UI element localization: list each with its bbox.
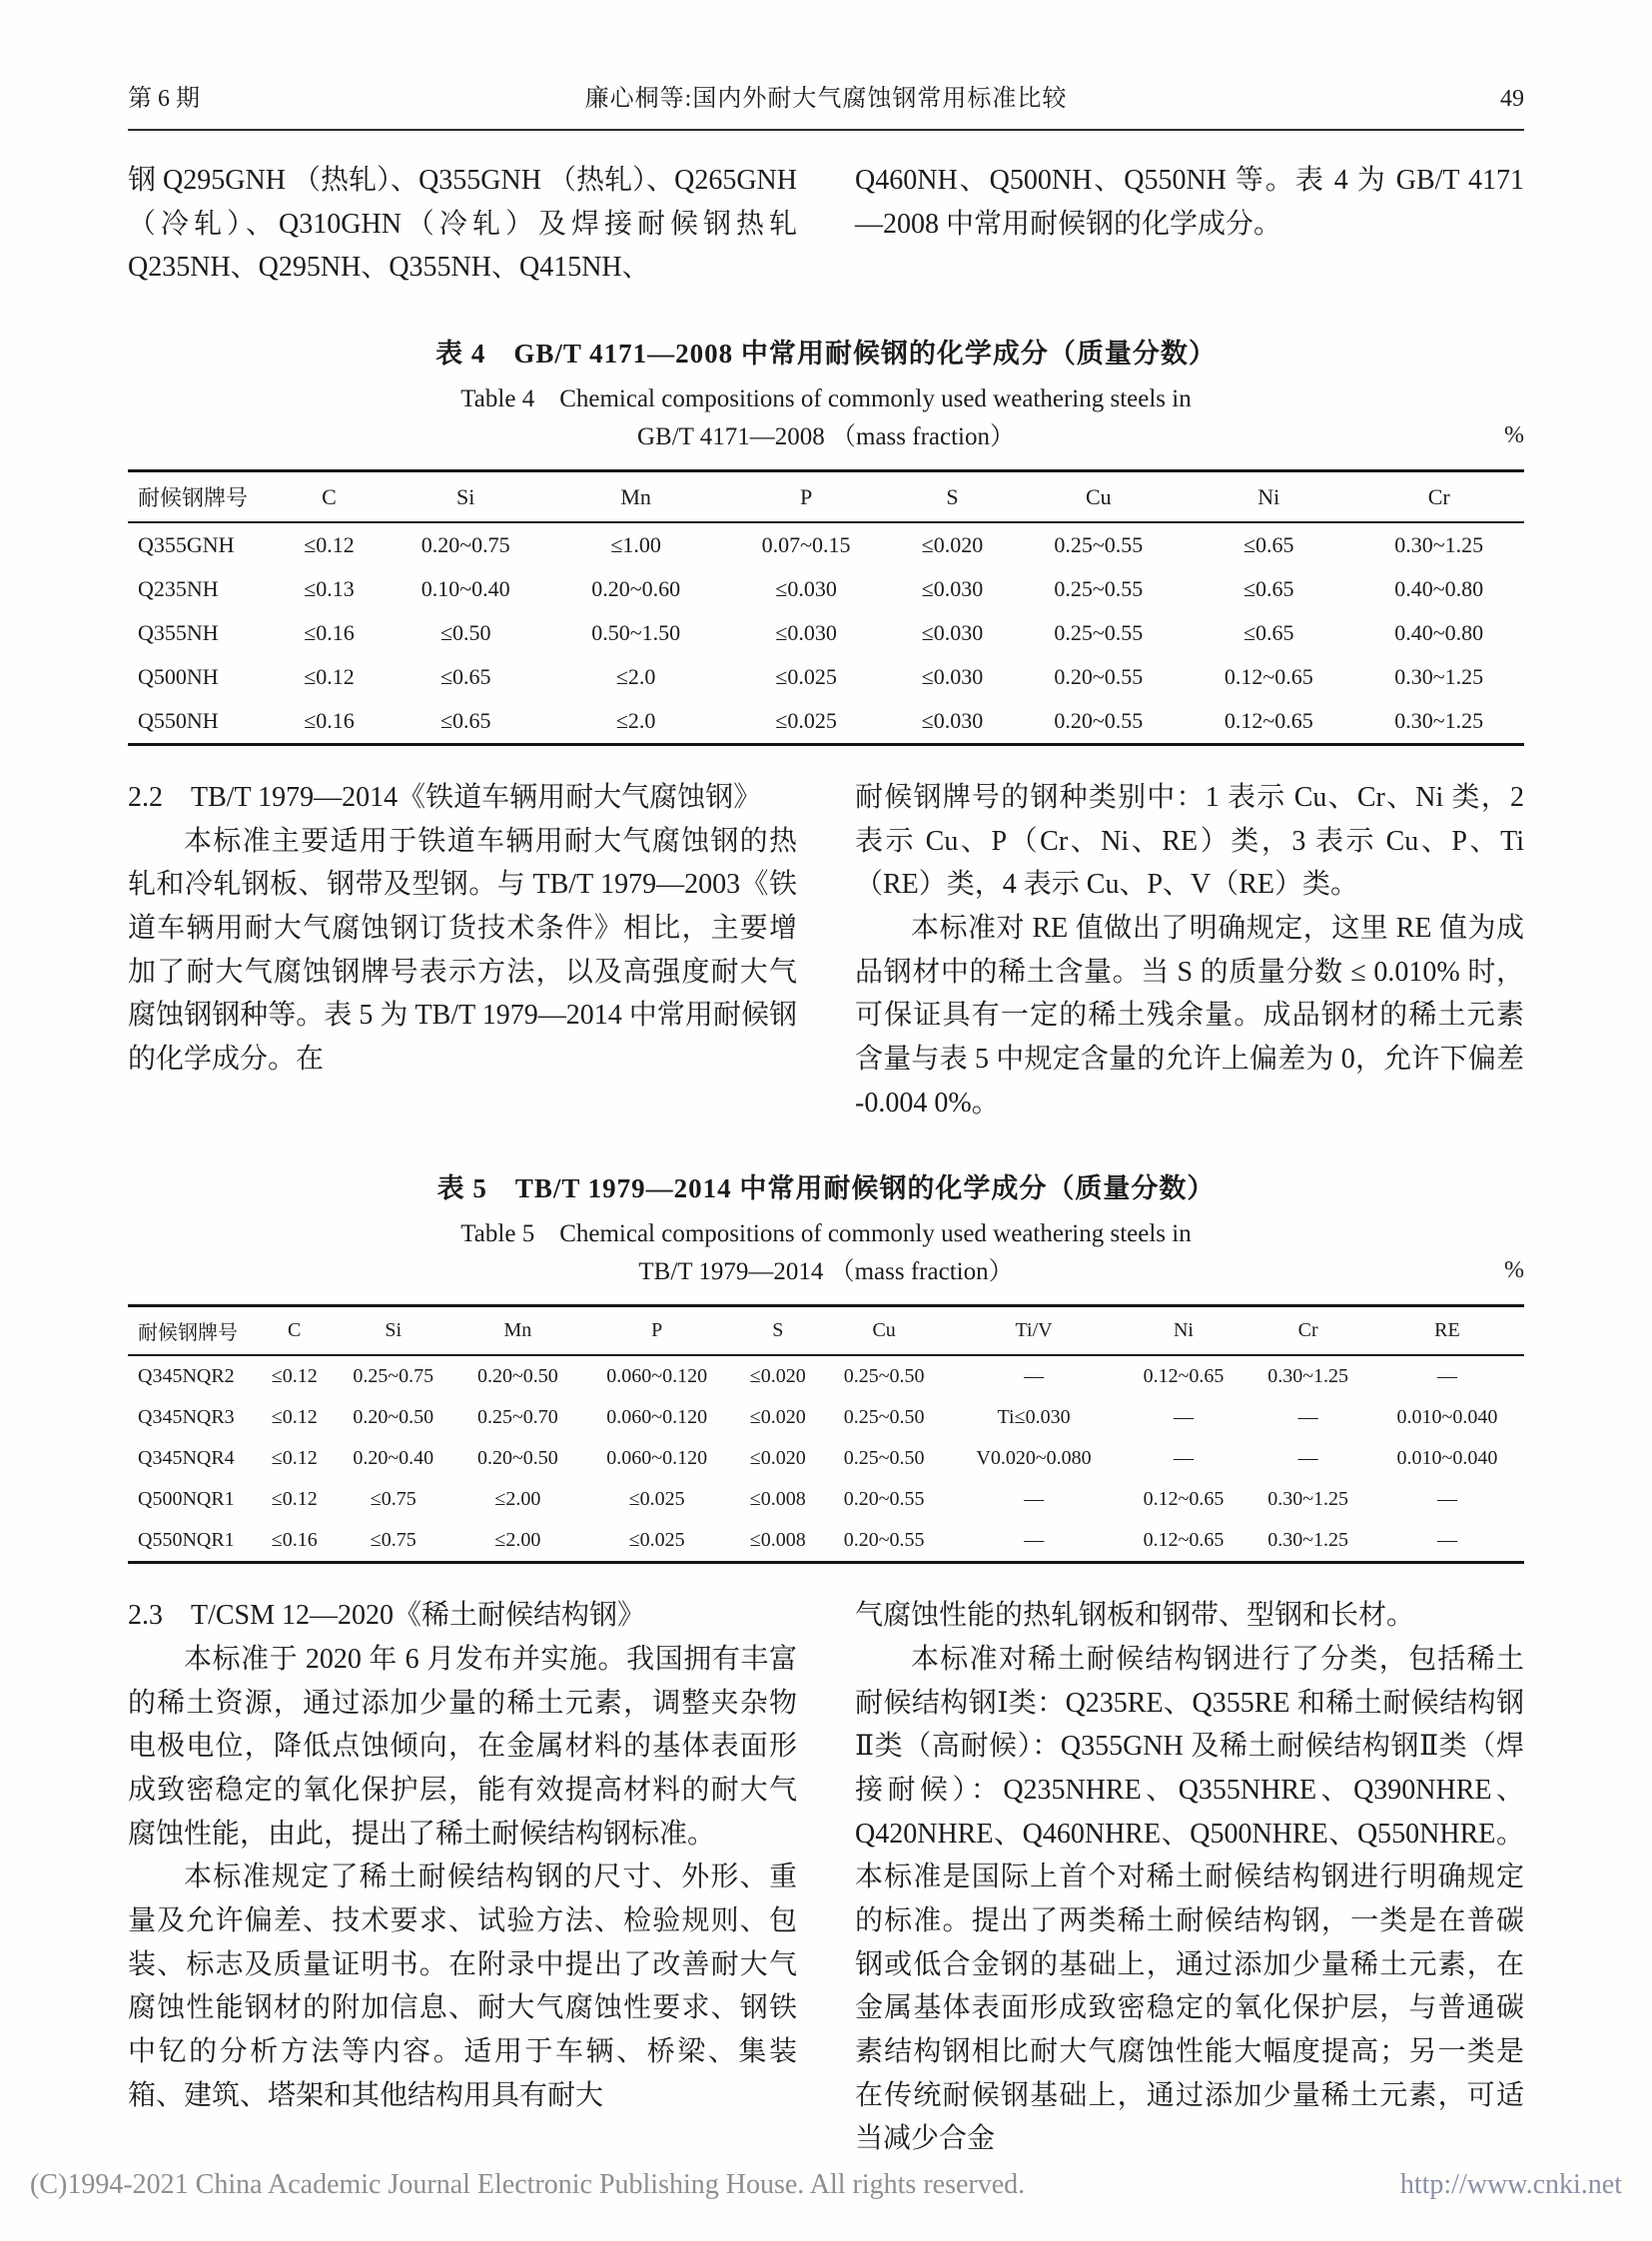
- table-cell: 0.010~0.040: [1396, 1406, 1498, 1429]
- table-cell: ≤0.008: [749, 1529, 806, 1552]
- section-2-3-paragraph: 气腐蚀性能的热轧钢板和钢带、型钢和长材。: [855, 1600, 1415, 1632]
- table-cell: 0.10~0.40: [420, 576, 510, 602]
- table-cell: ≤0.12: [304, 532, 355, 558]
- table-cell: ≤0.030: [921, 708, 984, 734]
- table5-caption-en-line1: Table 5 Chemical compositions of commonly used weathering steels in: [460, 1220, 1192, 1248]
- column-header: S: [734, 1306, 822, 1356]
- copyright-footer: [30, 2169, 1622, 2201]
- table-cell: ≤0.025: [775, 708, 837, 734]
- table5-caption-en: [128, 1215, 1524, 1290]
- column-header: Mn: [550, 471, 720, 523]
- table-cell: ≤0.12: [271, 1406, 318, 1429]
- column-header: P: [721, 471, 891, 523]
- table-cell: —: [1024, 1488, 1045, 1511]
- table-cell: 0.20~0.75: [420, 532, 510, 558]
- section-2-2-left-column: [128, 776, 797, 1124]
- column-header: C: [258, 1306, 331, 1356]
- table-cell: ≤0.030: [921, 664, 984, 690]
- table-cell: 0.060~0.120: [606, 1365, 708, 1388]
- intro-paragraph-left: 钢 Q295GNH （热轧）、Q355GNH （热轧）、Q265GNH（冷轧）、Q310GHN（冷轧）及焊接耐候钢热轧 Q235NH、Q295NH、Q355NH、Q415NH、: [128, 165, 797, 284]
- table-cell: ≤0.025: [775, 664, 837, 690]
- column-header: 耐候钢牌号: [128, 1306, 258, 1356]
- table-cell: —: [1436, 1529, 1457, 1552]
- table-cell: ≤0.030: [775, 576, 837, 602]
- table-cell: —: [1436, 1488, 1457, 1511]
- table-row: [128, 611, 1524, 655]
- table-cell: Q500NQR1: [138, 1488, 235, 1511]
- table-cell: 0.12~0.65: [1143, 1529, 1225, 1552]
- table-cell: ≤0.12: [271, 1365, 318, 1388]
- section-2-2-paragraph: 本标准对 RE 值做出了明确规定，这里 RE 值为成品钢材中的稀土含量。当 S 的质量分数 ≤ 0.010% 时，可保证具有一定的稀土残余量。成品钢材的稀土元素含量与表 5 中规定含量的允许上偏差为 0，允许下偏差 -0.004 0%。: [855, 913, 1524, 1119]
- table-row: [128, 522, 1524, 567]
- table-cell: 0.50~1.50: [591, 620, 681, 646]
- table-cell: 0.30~1.25: [1267, 1529, 1349, 1552]
- column-header: Ni: [1122, 1306, 1246, 1356]
- table-cell: 0.25~0.50: [843, 1365, 925, 1388]
- table-cell: Q345NQR4: [138, 1447, 235, 1470]
- table-cell: ≤2.0: [615, 708, 656, 734]
- table-cell: 0.20~0.55: [843, 1529, 925, 1552]
- table-cell: ≤2.0: [615, 664, 656, 690]
- table-cell: 0.07~0.15: [761, 532, 851, 558]
- column-header: Cr: [1245, 1306, 1370, 1356]
- intro-paragraph-right: Q460NH、Q500NH、Q550NH 等。表 4 为 GB/T 4171—2008 中常用耐候钢的化学成分。: [855, 165, 1524, 240]
- section-2-3-heading: 2.3 T/CSM 12—2020《稀土耐候结构钢》: [128, 1600, 646, 1632]
- table-cell: ≤0.12: [271, 1447, 318, 1470]
- table-cell: Q235NH: [138, 576, 219, 602]
- table-cell: 0.060~0.120: [606, 1406, 708, 1429]
- table5-header-row: [128, 1306, 1524, 1356]
- section-2-3-paragraph: 本标准规定了稀土耐候结构钢的尺寸、外形、重量及允许偏差、技术要求、试验方法、检验规则、包装、标志及质量证明书。在附录中提出了改善耐大气腐蚀性能钢材的附加信息、耐大气腐蚀性要求、钢铁中钇的分析方法等内容。适用于车辆、桥梁、集装箱、建筑、塔架和其他结构用具有耐大: [128, 1862, 797, 2111]
- column-header: Ti/V: [946, 1306, 1121, 1356]
- copyright-text: (C)1994-2021 China Academic Journal Electronic Publishing House. All rights reserved.: [30, 2169, 1026, 2200]
- table-cell: —: [1173, 1406, 1194, 1429]
- table-cell: ≤0.020: [749, 1365, 806, 1388]
- table-cell: ≤0.65: [439, 708, 491, 734]
- table-cell: 0.25~0.55: [1054, 576, 1144, 602]
- section-2-3-right-column: [855, 1594, 1524, 2161]
- table-cell: V0.020~0.080: [976, 1447, 1092, 1470]
- table-cell: Q500NH: [138, 664, 219, 690]
- table-cell: —: [1024, 1529, 1045, 1552]
- table4-caption-en: [128, 380, 1524, 455]
- table4-unit: %: [1504, 422, 1524, 449]
- table-cell: —: [1436, 1365, 1457, 1388]
- running-head: [128, 78, 1524, 131]
- table-cell: ≤0.16: [304, 708, 355, 734]
- table-row: [128, 699, 1524, 745]
- table-row: [128, 655, 1524, 699]
- table-cell: 0.12~0.65: [1224, 708, 1313, 734]
- table-cell: ≤0.025: [628, 1488, 685, 1511]
- column-header: P: [580, 1306, 734, 1356]
- table-cell: 0.25~0.55: [1054, 532, 1144, 558]
- intro-right-column: [855, 159, 1524, 290]
- table4-header-row: [128, 471, 1524, 523]
- column-header: Cu: [1014, 471, 1184, 523]
- table-cell: 0.25~0.55: [1054, 620, 1144, 646]
- table-cell: 0.12~0.65: [1143, 1365, 1225, 1388]
- column-header: C: [278, 471, 381, 523]
- section-2-3-paragraph: 本标准对稀土耐候结构钢进行了分类，包括稀土耐候结构钢Ⅰ类：Q235RE、Q355RE 和稀土耐候结构钢Ⅱ类（高耐候）：Q355GNH 及稀土耐候结构钢Ⅱ类（焊接耐候）：Q235NHRE、Q355NHRE、Q390NHRE、Q420NHRE、Q460NHRE、Q500NHRE、Q550NHRE。本标准是国际上首个对稀土耐候结构钢进行明确规定的标准。提出了两类稀土耐候结构钢，一类是在普碳钢或低合金钢的基础上，通过添加少量稀土元素，在金属基体表面形成致密稳定的氧化保护层，与普通碳素结构钢相比耐大气腐蚀性能大幅度提高；另一类是在传统耐候钢基础上，通过添加少量稀土元素，可适当减少合金: [855, 1644, 1524, 2155]
- running-title: 廉心桐等:国内外耐大气腐蚀钢常用标准比较: [584, 86, 1068, 112]
- table-cell: 0.25~0.75: [353, 1365, 434, 1388]
- table-row: [128, 1355, 1524, 1397]
- table-cell: 0.20~0.55: [843, 1488, 925, 1511]
- table-cell: 0.20~0.50: [476, 1365, 558, 1388]
- table-cell: 0.30~1.25: [1394, 664, 1484, 690]
- table-cell: ≤0.12: [271, 1488, 318, 1511]
- table-cell: ≤0.16: [304, 620, 355, 646]
- table-cell: Q355NH: [138, 620, 219, 646]
- column-header: Cr: [1353, 471, 1524, 523]
- intro-columns: [128, 159, 1524, 290]
- table4-caption-cn: 表 4 GB/T 4171—2008 中常用耐候钢的化学成分（质量分数）: [435, 339, 1217, 370]
- table-cell: 0.20~0.55: [1054, 664, 1144, 690]
- table-cell: 0.20~0.50: [476, 1447, 558, 1470]
- table-row: [128, 567, 1524, 611]
- table-cell: ≤0.75: [370, 1529, 416, 1552]
- column-header: Si: [331, 1306, 455, 1356]
- table-cell: Ti≤0.030: [997, 1406, 1071, 1429]
- column-header: Si: [381, 471, 550, 523]
- table5-caption-en-line2: TB/T 1979—2014 （mass fraction） %: [128, 1253, 1524, 1291]
- table-cell: Q345NQR3: [138, 1406, 235, 1429]
- table-cell: ≤0.020: [921, 532, 984, 558]
- column-header: Mn: [455, 1306, 580, 1356]
- intro-left-column: [128, 159, 797, 290]
- table-cell: ≤0.13: [304, 576, 355, 602]
- table-cell: 0.20~0.55: [1054, 708, 1144, 734]
- table-cell: ≤2.00: [494, 1488, 541, 1511]
- column-header: RE: [1370, 1306, 1524, 1356]
- table-cell: 0.12~0.65: [1143, 1488, 1225, 1511]
- table-row: [128, 1438, 1524, 1479]
- table5-unit: %: [1504, 1257, 1524, 1284]
- table-cell: 0.20~0.40: [353, 1447, 434, 1470]
- table-cell: Q550NQR1: [138, 1529, 235, 1552]
- table-cell: ≤1.00: [610, 532, 661, 558]
- table-cell: —: [1024, 1365, 1045, 1388]
- table-cell: —: [1297, 1447, 1318, 1470]
- table-cell: 0.12~0.65: [1224, 664, 1313, 690]
- table-cell: ≤0.025: [628, 1529, 685, 1552]
- table-cell: —: [1173, 1447, 1194, 1470]
- table-cell: ≤0.65: [1242, 532, 1294, 558]
- table-cell: ≤0.50: [439, 620, 491, 646]
- table-cell: 0.30~1.25: [1394, 532, 1484, 558]
- table-row: [128, 1397, 1524, 1438]
- page-number: 49: [1500, 86, 1524, 112]
- table-cell: 0.30~1.25: [1394, 708, 1484, 734]
- table-cell: 0.25~0.50: [843, 1406, 925, 1429]
- table-cell: ≤0.020: [749, 1447, 806, 1470]
- table-cell: Q345NQR2: [138, 1365, 235, 1388]
- table-cell: 0.30~1.25: [1267, 1365, 1349, 1388]
- column-header: S: [891, 471, 1013, 523]
- table-cell: —: [1297, 1406, 1318, 1429]
- table5-chemical-compositions: [128, 1304, 1524, 1564]
- section-2-2-right-column: [855, 776, 1524, 1124]
- table-row: [128, 1479, 1524, 1520]
- section-2-2-paragraph: 耐候钢牌号的钢种类别中：1 表示 Cu、Cr、Ni 类，2 表示 Cu、P（Cr、Ni、RE）类，3 表示 Cu、P、Ti（RE）类，4 表示 Cu、P、V（RE）类。: [855, 782, 1524, 901]
- table-cell: 0.25~0.70: [476, 1406, 558, 1429]
- column-header: Cu: [822, 1306, 947, 1356]
- table-cell: 0.20~0.50: [353, 1406, 434, 1429]
- table-cell: 0.40~0.80: [1394, 576, 1484, 602]
- table-cell: ≤0.008: [749, 1488, 806, 1511]
- column-header: 耐候钢牌号: [128, 471, 278, 523]
- table-cell: 0.20~0.60: [591, 576, 681, 602]
- table5-caption-cn: 表 5 TB/T 1979—2014 中常用耐候钢的化学成分（质量分数）: [436, 1173, 1216, 1204]
- section-2-3-left-column: [128, 1594, 797, 2161]
- table-cell: 0.25~0.50: [843, 1447, 925, 1470]
- table-cell: 0.010~0.040: [1396, 1447, 1498, 1470]
- table4-chemical-compositions: [128, 469, 1524, 746]
- table-cell: ≤0.65: [439, 664, 491, 690]
- table4-caption-en-line1: Table 4 Chemical compositions of commonly used weathering steels in: [460, 385, 1192, 413]
- table-cell: ≤0.030: [775, 620, 837, 646]
- section-2-3-paragraph: 本标准于 2020 年 6 月发布并实施。我国拥有丰富的稀土资源，通过添加少量的稀土元素，调整夹杂物电极电位，降低点蚀倾向，在金属材料的基体表面形成致密稳定的氧化保护层，能有效提高材料的耐大气腐蚀性能，由此，提出了稀土耐候结构钢标准。: [128, 1644, 797, 1850]
- table-cell: ≤0.65: [1242, 620, 1294, 646]
- table-cell: ≤0.65: [1242, 576, 1294, 602]
- section-2-2-heading: 2.2 TB/T 1979—2014《铁道车辆用耐大气腐蚀钢》: [128, 782, 762, 814]
- table-cell: ≤0.030: [921, 620, 984, 646]
- table-cell: ≤0.75: [370, 1488, 416, 1511]
- table-cell: ≤2.00: [494, 1529, 541, 1552]
- table-row: [128, 1520, 1524, 1563]
- table-cell: 0.30~1.25: [1267, 1488, 1349, 1511]
- column-header: Ni: [1184, 471, 1353, 523]
- section-2-2-paragraph: 本标准主要适用于铁道车辆用耐大气腐蚀钢的热轧和冷轧钢板、钢带及型钢。与 TB/T 1979—2003《铁道车辆用耐大气腐蚀钢订货技术条件》相比，主要增加了耐大气腐蚀钢牌号表示方法，以及高强度耐大气腐蚀钢钢种等。表 5 为 TB/T 1979—2014 中常用耐候钢的化学成分。在: [128, 825, 797, 1076]
- table-cell: ≤0.12: [304, 664, 355, 690]
- table-cell: Q550NH: [138, 708, 219, 734]
- table-cell: ≤0.030: [921, 576, 984, 602]
- section-2-2-columns: [128, 776, 1524, 1124]
- table-cell: 0.40~0.80: [1394, 620, 1484, 646]
- table-cell: ≤0.020: [749, 1406, 806, 1429]
- table-cell: 0.060~0.120: [606, 1447, 708, 1470]
- table4-caption-en-line2: GB/T 4171—2008 （mass fraction） %: [128, 418, 1524, 456]
- issue-label: 第 6 期: [128, 86, 200, 112]
- table-cell: Q355GNH: [138, 532, 235, 558]
- section-2-3-columns: [128, 1594, 1524, 2161]
- cnki-url: http://www.cnki.net: [1399, 2169, 1622, 2200]
- table-cell: ≤0.16: [271, 1529, 318, 1552]
